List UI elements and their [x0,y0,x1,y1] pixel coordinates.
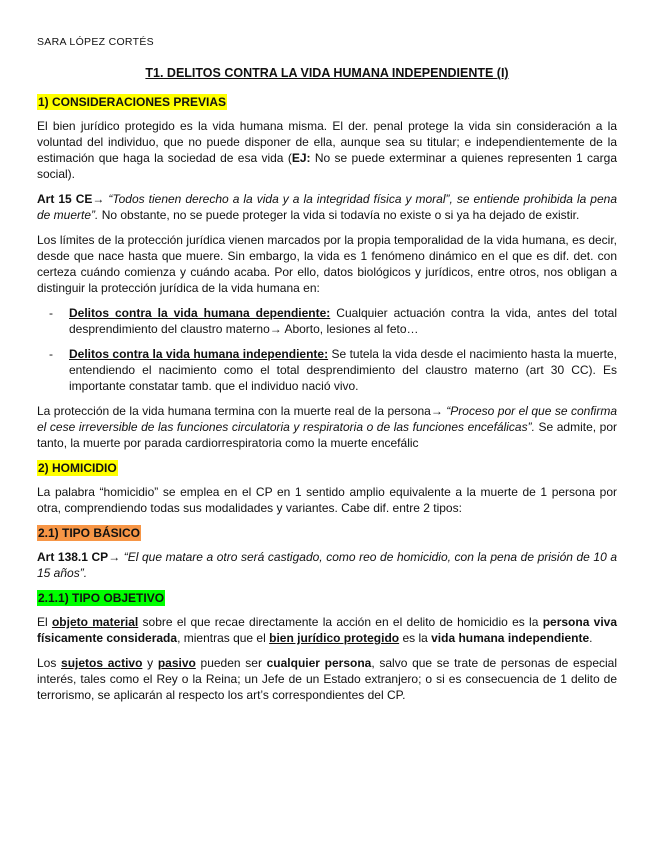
paragraph-art-15: Art 15 CE→ “Todos tienen derecho a la vida y a la integridad física y moral”, se entiende prohibida la pena de muerte”. No obstante, no se puede proteger la vida si todavía no existe o si ya ha dejado de existir. [37,192,617,222]
list-item: - Delitos contra la vida humana independiente: Se tutela la vida desde el nacimiento hasta la muerte, entendiendo el nacimiento como el total desprendimiento del claustro materno (art 30 CC). Es importante constatar tamb. que el individuo nació vivo. [49,347,618,393]
paragraph-objeto-material: El objeto material sobre el que recae directamente la acción en el delito de homicidio es la persona viva físicamente considerada, mientras que el bien jurídico protegido es la vida humana independiente. [37,615,618,645]
list-tipos-delitos [37,305,617,394]
author-name: SARA LÓPEZ CORTÉS [37,36,154,48]
section-2-1-1-heading: 2.1.1) TIPO OBJETIVO [38,591,165,605]
list-item: - Delitos contra la vida humana dependiente: Cualquier actuación contra la vida, antes del total desprendimiento del claustro materno→ Aborto, lesiones al feto… [49,306,617,336]
paragraph-muerte: La protección de la vida humana termina con la muerte real de la persona→ “Proceso por el que se confirma el cese irreversible de las funciones circulatoria y respiratoria o de las funciones encefálicas”. Se admite, por tanto, la muerte por parada cardiorrespiratoria como la muerte encefálic [37,404,618,450]
section-2-1-heading: 2.1) TIPO BÁSICO [38,526,141,540]
paragraph-homicidio: La palabra “homicidio” se emplea en el CP en 1 sentido amplio equivalente a la muerte de 1 persona por otra, comprendiendo todas sus modalidades y variantes. Cabe dif. entre 2 tipos: [37,485,617,515]
document-title: T1. DELITOS CONTRA LA VIDA HUMANA INDEPENDIENTE (I) [145,66,509,80]
document-page [37,34,617,712]
paragraph-limites: Los límites de la protección jurídica vienen marcados por la propia temporalidad de la vida humana, es decir, desde que nace hasta que muere. Sin embargo, la vida es 1 fenómeno dinámico en el que es dif. det. con certeza cuándo comienza y cuándo acaba. Por ello, datos biológicos y jurídicos, entre otros, nos obligan a distinguir la protección jurídica de la vida humana en: [37,233,617,295]
paragraph-bien-juridico: El bien jurídico protegido es la vida humana misma. El der. penal protege la vida sin consideración a la voluntad del individuo, que no puede disponer de ella, aunque sea su titular; e independientemente de la estimación que haga la sociedad de esa vida (EJ: No se puede exterminar a quienes representen 1 carga social). [37,119,617,181]
paragraph-art-138: Art 138.1 CP→ “El que matare a otro será castigado, como reo de homicidio, con la pena de prisión de 10 a 15 años”. [37,550,618,580]
paragraph-sujetos: Los sujetos activo y pasivo pueden ser cualquier persona, salvo que se trate de personas de especial interés, tales como el Rey o la Reina; un Jefe de un Estado extranjero; o si es consecuencia de 1 delito de terrorismo, se aplicarán al respecto los art’s correspondientes del CP. [37,656,618,702]
section-2-heading: 2) HOMICIDIO [38,461,117,475]
section-1-heading: 1) CONSIDERACIONES PREVIAS [38,95,227,109]
